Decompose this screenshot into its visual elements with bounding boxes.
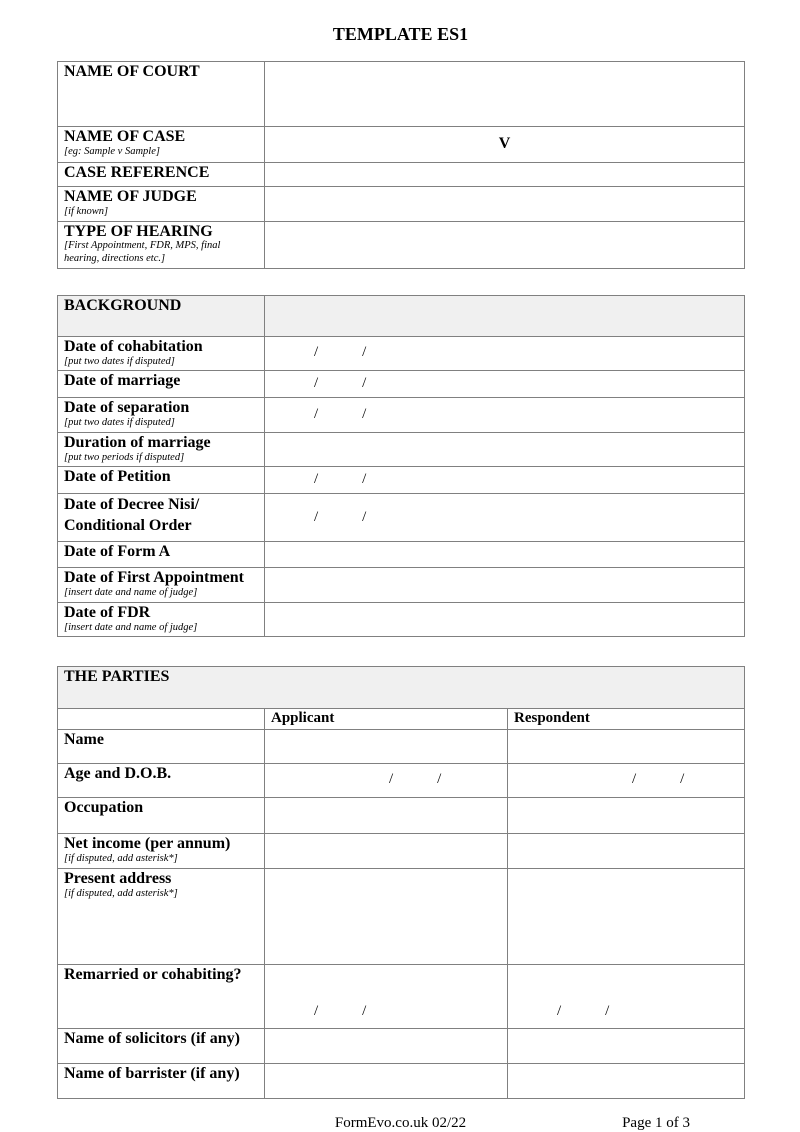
table-row: [58, 1028, 745, 1063]
row-label: Age and D.O.B.: [64, 764, 172, 782]
row-hint: [put two periods if disputed]: [64, 451, 185, 463]
date-placeholder: [271, 772, 501, 787]
section-header-cell: [58, 295, 265, 336]
date-slash: /: [314, 471, 319, 488]
date-placeholder: [271, 407, 738, 422]
label-cell-case-reference: [58, 163, 265, 187]
field-cell-date-of-cohabitation[interactable]: [265, 336, 745, 371]
table-row: [58, 868, 745, 964]
date-placeholder: [271, 510, 738, 525]
label-cell-net-income: [58, 833, 265, 868]
field-cell-date-of-first-appointment[interactable]: [265, 568, 745, 603]
row-label: Name: [64, 730, 104, 748]
label-cell-solicitors: [58, 1028, 265, 1063]
label-cell-occupation: [58, 797, 265, 833]
background-table: [57, 295, 745, 638]
table-row: [58, 542, 745, 568]
row-label: Date of marriage: [64, 372, 181, 390]
row-hint: [insert date and name of judge]: [64, 621, 198, 633]
field-cell-date-of-fdr[interactable]: [265, 602, 745, 637]
parties-table: [57, 666, 745, 1099]
field-cell-name-applicant[interactable]: [265, 729, 508, 763]
label-cell-date-of-marriage: [58, 371, 265, 398]
table-row: [58, 1063, 745, 1098]
field-cell-name-of-case[interactable]: [265, 127, 745, 163]
date-slash: /: [605, 1002, 610, 1019]
date-slash: /: [314, 375, 319, 392]
row-label: Date of cohabitation: [64, 337, 203, 355]
section-header-row: [58, 667, 745, 709]
row-label: Date of FDR: [64, 603, 151, 621]
row-hint: [if disputed, add asterisk*]: [64, 887, 178, 899]
label-cell-type-of-hearing: [58, 221, 265, 268]
date-placeholder: [271, 376, 738, 391]
table-row: [58, 568, 745, 603]
case-details-table: [57, 61, 745, 269]
field-cell-occupation-respondent[interactable]: [508, 797, 745, 833]
field-cell-solicitors-respondent[interactable]: [508, 1028, 745, 1063]
date-slash: /: [680, 771, 685, 788]
field-cell-case-reference[interactable]: [265, 163, 745, 187]
field-cell-name-respondent[interactable]: [508, 729, 745, 763]
field-cell-date-of-separation[interactable]: [265, 398, 745, 433]
field-cell-name-of-court[interactable]: [265, 62, 745, 127]
row-label: Duration of marriage: [64, 433, 211, 451]
row-label: Name of solicitors (if any): [64, 1029, 240, 1047]
date-slash: /: [362, 471, 367, 488]
table-row: [58, 163, 745, 187]
field-cell-type-of-hearing[interactable]: [265, 221, 745, 268]
table-row: [58, 494, 745, 542]
row-hint: [First Appointment, FDR, MPS, final hearing, directions etc.]: [64, 240, 221, 264]
date-slash: /: [557, 1002, 562, 1019]
row-hint: [if known]: [64, 205, 109, 217]
row-label: Date of separation: [64, 399, 190, 417]
date-placeholder: [271, 345, 738, 360]
footer-page-number: Page 1 of 3: [622, 1114, 690, 1131]
date-slash: /: [632, 771, 637, 788]
table-row: [58, 964, 745, 1028]
label-cell-remarried-or-cohabiting: [58, 964, 265, 1028]
label-cell-name: [58, 729, 265, 763]
row-label: Present address: [64, 869, 172, 887]
column-header-blank: [58, 709, 265, 730]
table-row: [58, 432, 745, 467]
label-cell-date-of-petition: [58, 467, 265, 494]
row-label: CASE REFERENCE: [64, 164, 210, 181]
section-header-row: [58, 295, 745, 336]
date-slash: /: [314, 344, 319, 361]
field-cell-net-income-applicant[interactable]: [265, 833, 508, 868]
date-placeholder: [271, 1004, 501, 1019]
column-label: Applicant: [271, 710, 335, 727]
table-row: [58, 336, 745, 371]
field-cell-remarried-respondent[interactable]: [508, 964, 745, 1028]
field-cell-present-address-respondent[interactable]: [508, 868, 745, 964]
label-cell-barrister: [58, 1063, 265, 1098]
column-header-applicant: [265, 709, 508, 730]
field-cell-barrister-respondent[interactable]: [508, 1063, 745, 1098]
field-cell-net-income-respondent[interactable]: [508, 833, 745, 868]
field-cell-age-dob-respondent[interactable]: [508, 763, 745, 797]
table-row: [58, 221, 745, 268]
field-cell-duration-of-marriage[interactable]: [265, 432, 745, 467]
date-slash: /: [362, 1002, 367, 1019]
table-row: [58, 833, 745, 868]
row-label: Occupation: [64, 798, 144, 816]
date-slash: /: [437, 771, 442, 788]
row-label: Date of Petition: [64, 468, 171, 486]
table-row: [58, 187, 745, 222]
date-placeholder: [514, 1004, 738, 1019]
row-hint: [insert date and name of judge]: [64, 587, 198, 598]
date-slash: /: [362, 508, 367, 525]
page-content: [57, 24, 744, 1132]
row-hint: [if disputed, add asterisk*]: [64, 852, 178, 864]
table-row: [58, 763, 745, 797]
field-cell-date-of-marriage[interactable]: [265, 371, 745, 398]
versus-separator: V: [498, 135, 511, 152]
field-cell-present-address-applicant[interactable]: [265, 868, 508, 964]
label-cell-present-address: [58, 868, 265, 964]
row-label: Date of Decree Nisi/ Conditional Order: [64, 496, 200, 534]
row-label: Date of First Appointment: [64, 569, 244, 587]
table-row: [58, 62, 745, 127]
column-header-row: [58, 709, 745, 730]
row-label: NAME OF CASE: [64, 128, 186, 145]
row-label: Name of barrister (if any): [64, 1064, 240, 1082]
section-title: THE PARTIES: [64, 668, 170, 686]
row-hint: [put two dates if disputed]: [64, 355, 175, 367]
row-label: Net income (per annum): [64, 834, 231, 852]
label-cell-date-of-fdr: [58, 602, 265, 637]
date-slash: /: [314, 508, 319, 525]
field-cell-date-of-decree-nisi[interactable]: [265, 494, 745, 542]
label-cell-date-of-form-a: [58, 542, 265, 568]
field-cell-date-of-form-a[interactable]: [265, 542, 745, 568]
table-row: [58, 729, 745, 763]
date-placeholder: [271, 472, 738, 487]
label-cell-name-of-case: [58, 127, 265, 163]
date-slash: /: [389, 771, 394, 788]
table-row: [58, 467, 745, 494]
section-title: BACKGROUND: [64, 296, 182, 314]
section-header-cell: [58, 667, 745, 709]
footer-source: FormEvo.co.uk 02/22: [334, 1114, 467, 1131]
table-row: [58, 398, 745, 433]
date-slash: /: [362, 344, 367, 361]
label-cell-age-dob: [58, 763, 265, 797]
label-cell-date-of-separation: [58, 398, 265, 433]
label-cell-name-of-judge: [58, 187, 265, 222]
label-cell-date-of-decree-nisi: [58, 494, 265, 542]
field-cell-barrister-applicant[interactable]: [265, 1063, 508, 1098]
field-cell-remarried-applicant[interactable]: [265, 964, 508, 1028]
label-cell-date-of-cohabitation: [58, 336, 265, 371]
field-cell-occupation-applicant[interactable]: [265, 797, 508, 833]
label-cell-date-of-first-appointment: [58, 568, 265, 603]
page-footer: [57, 1115, 744, 1132]
row-hint: [eg: Sample v Sample]: [64, 145, 160, 157]
row-label: NAME OF COURT: [64, 63, 200, 80]
column-label: Respondent: [514, 710, 590, 727]
page-title: TEMPLATE ES1: [332, 24, 469, 44]
section-header-blank-cell: [265, 295, 745, 336]
row-label: NAME OF JUDGE: [64, 188, 197, 205]
label-cell-duration-of-marriage: [58, 432, 265, 467]
field-cell-date-of-petition[interactable]: [265, 467, 745, 494]
row-hint: [put two dates if disputed]: [64, 417, 175, 428]
date-slash: /: [314, 405, 319, 422]
label-cell-name-of-court: [58, 62, 265, 127]
row-label: Date of Form A: [64, 543, 171, 561]
column-header-respondent: [508, 709, 745, 730]
date-slash: /: [362, 405, 367, 422]
field-cell-name-of-judge[interactable]: [265, 187, 745, 222]
table-row: [58, 797, 745, 833]
date-slash: /: [314, 1002, 319, 1019]
table-row: [58, 602, 745, 637]
field-cell-solicitors-applicant[interactable]: [265, 1028, 508, 1063]
field-cell-age-dob-applicant[interactable]: [265, 763, 508, 797]
table-row: [58, 127, 745, 163]
date-placeholder: [514, 772, 738, 787]
row-label: Remarried or cohabiting?: [64, 965, 242, 983]
row-label: TYPE OF HEARING: [64, 222, 213, 240]
date-slash: /: [362, 375, 367, 392]
table-row: [58, 371, 745, 398]
